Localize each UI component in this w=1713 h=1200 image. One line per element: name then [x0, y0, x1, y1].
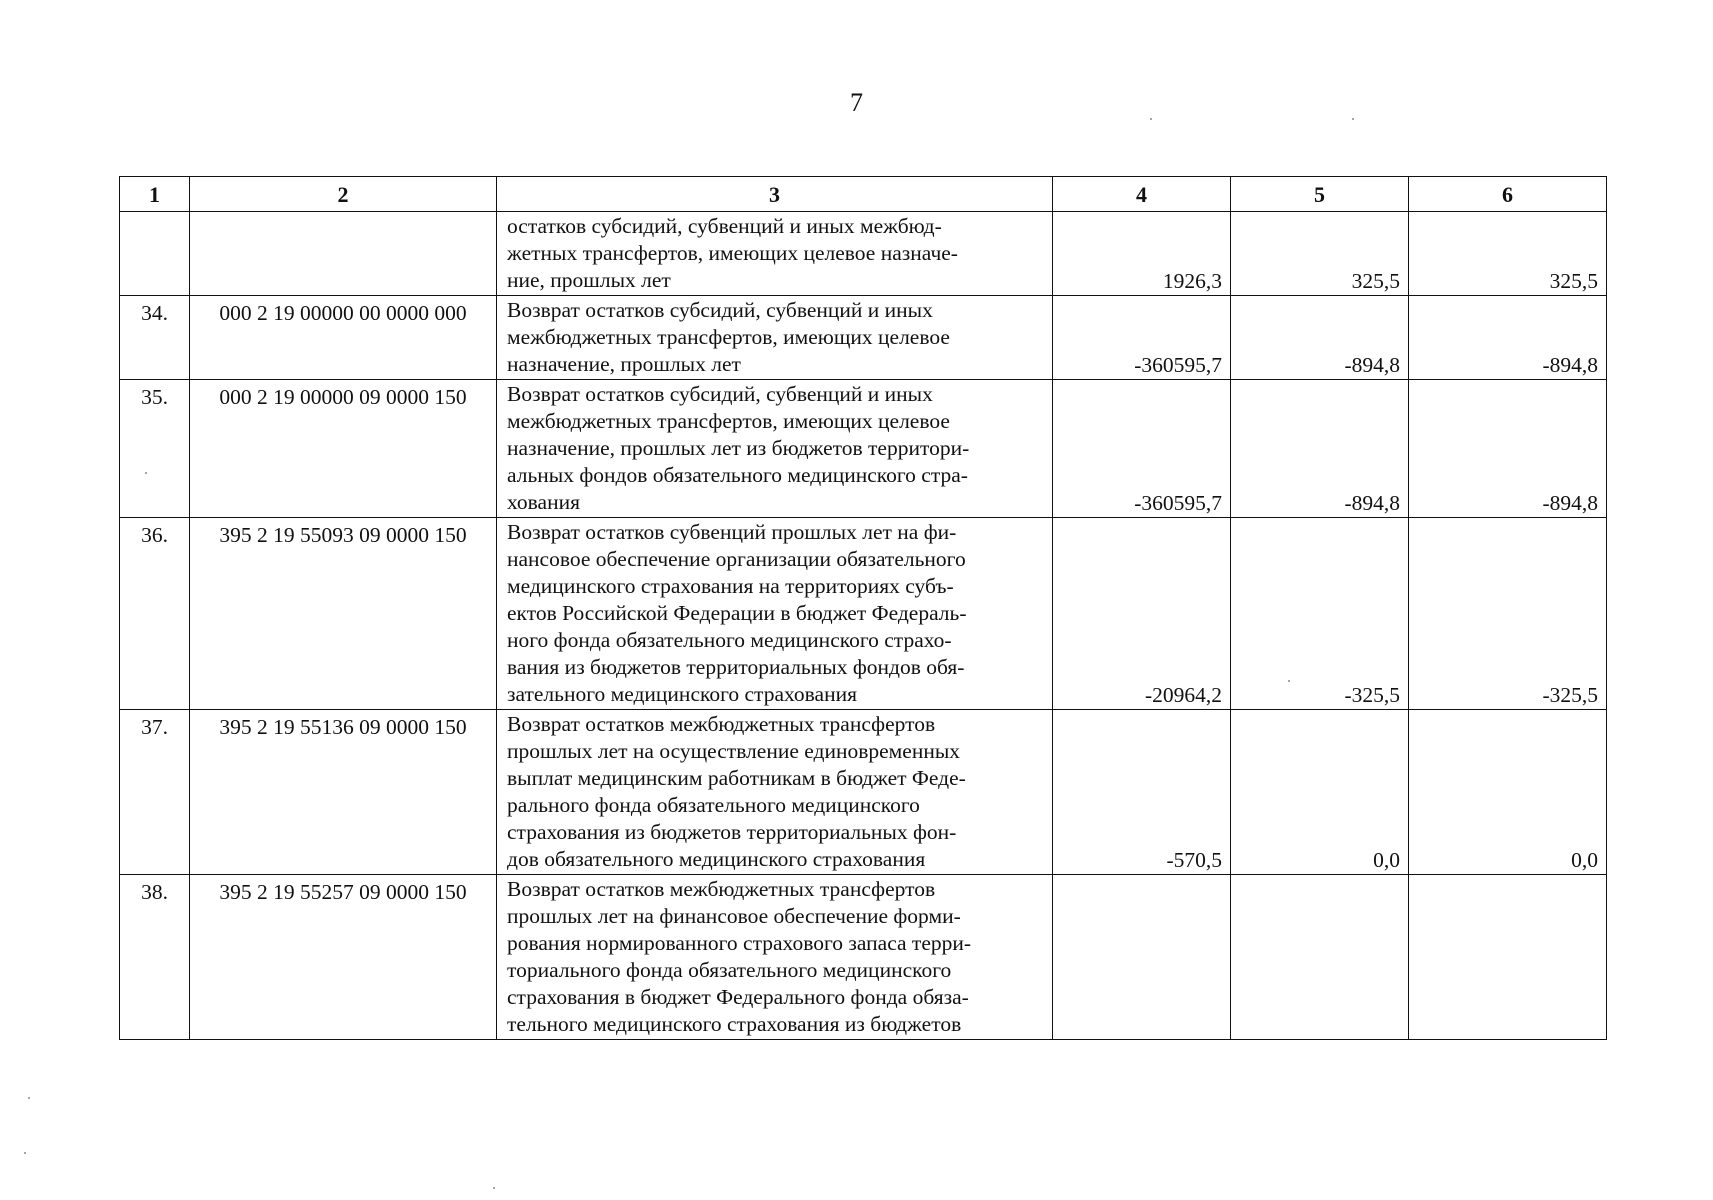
- value-col-6: -894,8: [1409, 296, 1607, 380]
- table-row: [120, 212, 1607, 296]
- row-number: 38.: [120, 875, 190, 1040]
- scan-speck: [24, 1152, 26, 1154]
- description-line: Возврат остатков субсидий, субвенций и иных: [507, 298, 933, 322]
- row-description: [497, 518, 1053, 710]
- row-description: [497, 875, 1053, 1040]
- value-col-6: -325,5: [1409, 518, 1607, 710]
- budget-code: 000 2 19 00000 09 0000 150: [190, 380, 497, 518]
- description-line: рального фонда обязательного медицинского: [507, 793, 920, 817]
- budget-table: [119, 176, 1607, 1040]
- row-number: [120, 212, 190, 296]
- value-col-4: -20964,2: [1053, 518, 1231, 710]
- description-line: остатков субсидий, субвенций и иных межбюд-: [507, 214, 942, 238]
- description-line: прошлых лет на осуществление единовременных: [507, 739, 961, 763]
- value-col-6: [1409, 875, 1607, 1040]
- description-line: страхования из бюджетов территориальных фон-: [507, 820, 957, 844]
- description-line: ного фонда обязательного медицинского страхо-: [507, 628, 952, 652]
- description-line: межбюджетных трансфертов, имеющих целевое: [507, 325, 950, 349]
- description-line: хования: [507, 490, 580, 514]
- budget-code: 395 2 19 55257 09 0000 150: [190, 875, 497, 1040]
- header-col-5: 5: [1231, 177, 1409, 212]
- budget-code: 000 2 19 00000 00 0000 000: [190, 296, 497, 380]
- header-col-1: 1: [120, 177, 190, 212]
- header-col-2: 2: [190, 177, 497, 212]
- description-line: жетных трансфертов, имеющих целевое назначе-: [507, 241, 958, 265]
- table-row: [120, 518, 1607, 710]
- value-col-4: -570,5: [1053, 710, 1231, 875]
- description-line: страхования в бюджет Федерального фонда обяза-: [507, 985, 969, 1009]
- page-number: 7: [850, 88, 863, 117]
- description-line: рования нормированного страхового запаса терри-: [507, 931, 972, 955]
- scan-speck: [493, 1187, 495, 1189]
- header-col-6: 6: [1409, 177, 1607, 212]
- value-col-5: [1231, 875, 1409, 1040]
- header-col-3: 3: [497, 177, 1053, 212]
- value-col-4: -360595,7: [1053, 380, 1231, 518]
- description-line: ектов Российской Федерации в бюджет Федераль-: [507, 601, 967, 625]
- description-line: ние, прошлых лет: [507, 268, 671, 292]
- value-col-4: 1926,3: [1053, 212, 1231, 296]
- row-number: 37.: [120, 710, 190, 875]
- value-col-6: -894,8: [1409, 380, 1607, 518]
- description-line: выплат медицинским работникам в бюджет Феде-: [507, 766, 966, 790]
- budget-code: [190, 212, 497, 296]
- description-line: Возврат остатков субвенций прошлых лет на фи-: [507, 520, 957, 544]
- value-col-4: -360595,7: [1053, 296, 1231, 380]
- description-line: нансовое обеспечение организации обязательного: [507, 547, 966, 571]
- value-col-5: -894,8: [1231, 296, 1409, 380]
- description-line: вания из бюджетов территориальных фондов обя-: [507, 655, 965, 679]
- table-row: [120, 296, 1607, 380]
- scan-speck: [1288, 680, 1290, 682]
- description-line: Возврат остатков межбюджетных трансфертов: [507, 877, 936, 901]
- value-col-6: 325,5: [1409, 212, 1607, 296]
- row-description: [497, 710, 1053, 875]
- table-header-row: [120, 177, 1607, 212]
- description-line: Возврат остатков субсидий, субвенций и иных: [507, 382, 933, 406]
- row-description: [497, 380, 1053, 518]
- scan-speck: [1150, 118, 1152, 120]
- table-body: [120, 212, 1607, 1040]
- value-col-6: 0,0: [1409, 710, 1607, 875]
- description-line: тельного медицинского страхования из бюджетов: [507, 1012, 962, 1036]
- table-row: [120, 380, 1607, 518]
- table-row: [120, 875, 1607, 1040]
- value-col-4: [1053, 875, 1231, 1040]
- description-line: назначение, прошлых лет: [507, 352, 741, 376]
- description-line: дов обязательного медицинского страхования: [507, 847, 926, 871]
- description-line: межбюджетных трансфертов, имеющих целевое: [507, 409, 950, 433]
- row-description: [497, 296, 1053, 380]
- row-description: [497, 212, 1053, 296]
- value-col-5: -325,5: [1231, 518, 1409, 710]
- description-line: альных фондов обязательного медицинского стра-: [507, 463, 968, 487]
- value-col-5: -894,8: [1231, 380, 1409, 518]
- description-line: прошлых лет на финансовое обеспечение форми-: [507, 904, 961, 928]
- description-line: назначение, прошлых лет из бюджетов территори-: [507, 436, 970, 460]
- row-number: 35.: [120, 380, 190, 518]
- description-line: медицинского страхования на территориях субъ-: [507, 574, 954, 598]
- description-line: ториального фонда обязательного медицинского: [507, 958, 952, 982]
- scan-speck: [28, 1097, 30, 1099]
- budget-code: 395 2 19 55093 09 0000 150: [190, 518, 497, 710]
- description-line: зательного медицинского страхования: [507, 682, 857, 706]
- row-number: 36.: [120, 518, 190, 710]
- budget-code: 395 2 19 55136 09 0000 150: [190, 710, 497, 875]
- scan-speck: [1352, 118, 1354, 120]
- header-col-4: 4: [1053, 177, 1231, 212]
- scan-speck: [145, 472, 147, 474]
- row-number: 34.: [120, 296, 190, 380]
- table-row: [120, 710, 1607, 875]
- value-col-5: 0,0: [1231, 710, 1409, 875]
- description-line: Возврат остатков межбюджетных трансфертов: [507, 712, 936, 736]
- value-col-5: 325,5: [1231, 212, 1409, 296]
